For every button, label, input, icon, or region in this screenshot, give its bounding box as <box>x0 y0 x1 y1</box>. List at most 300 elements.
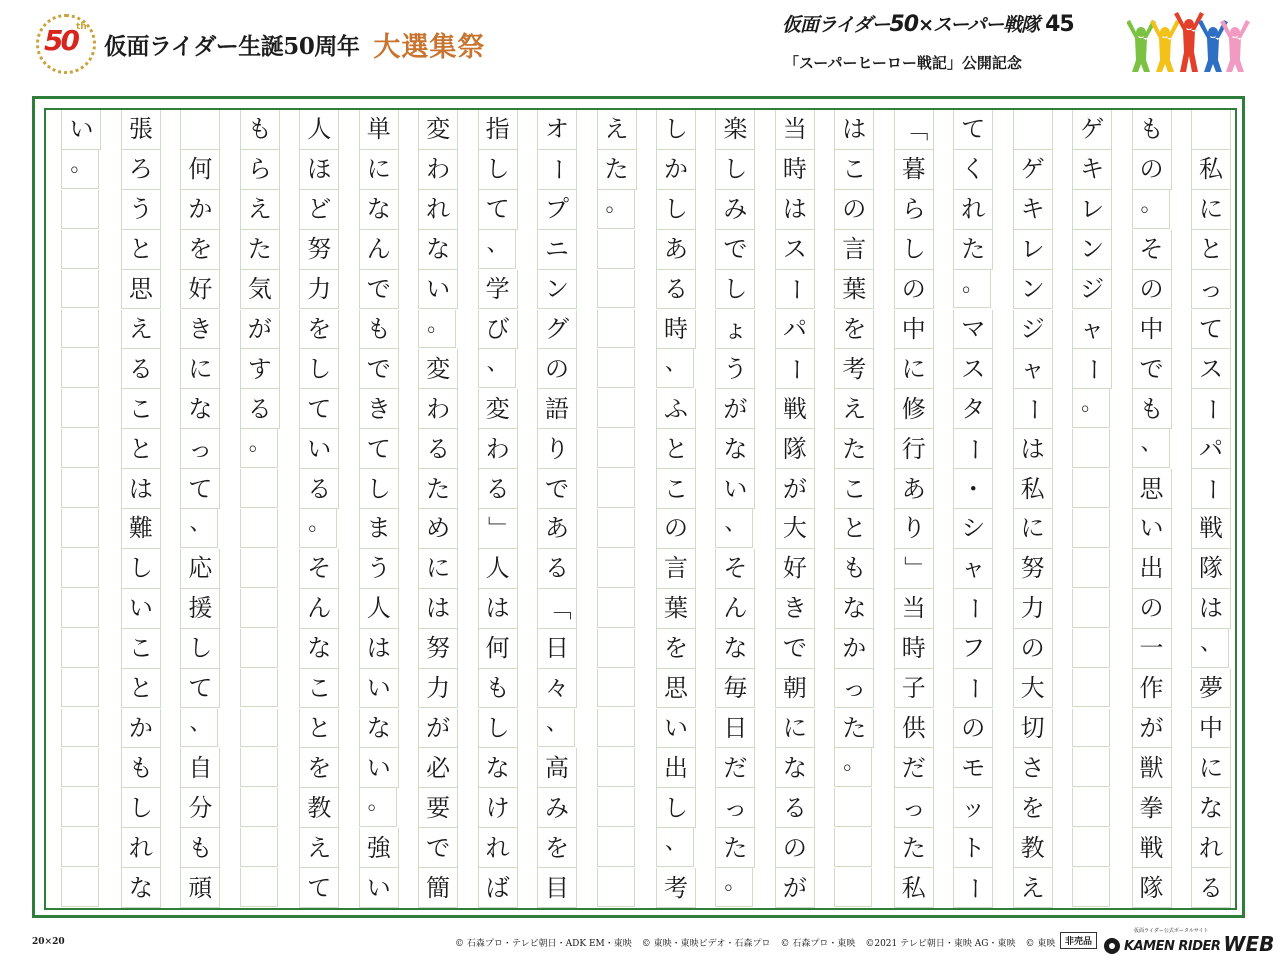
manuscript-cell: い <box>359 669 399 709</box>
manuscript-cell: 。 <box>715 868 753 907</box>
manuscript-cell: の <box>953 709 993 749</box>
manuscript-cell: っ <box>894 788 934 828</box>
manuscript-cell: 語 <box>537 389 577 429</box>
manuscript-cell <box>61 230 99 269</box>
manuscript-cell: ン <box>1072 230 1112 270</box>
manuscript-column <box>834 110 874 908</box>
manuscript-cell: 単 <box>359 110 399 150</box>
manuscript-cell: シ <box>953 509 993 549</box>
manuscript-cell: 切 <box>1013 709 1053 749</box>
manuscript-cell: が <box>775 868 815 908</box>
manuscript-cell: ー <box>953 589 993 629</box>
manuscript-cell: た <box>834 429 874 469</box>
collab-banner <box>782 8 1252 78</box>
manuscript-cell: ン <box>537 270 577 310</box>
manuscript-column <box>537 110 577 908</box>
manuscript-column <box>61 110 101 908</box>
manuscript-cell: と <box>656 429 696 469</box>
manuscript-cell: 楽 <box>715 110 755 150</box>
manuscript-column <box>121 110 161 908</box>
manuscript-cell: ら <box>240 150 280 190</box>
manuscript-cell: 指 <box>478 110 518 150</box>
manuscript-cell: 考 <box>834 349 874 389</box>
copyright-notice: © 石森プロ・東映 <box>780 939 856 949</box>
manuscript-cell: を <box>656 629 696 669</box>
manuscript-column <box>240 110 280 908</box>
manuscript-cell: 力 <box>1013 589 1053 629</box>
manuscript-cell: ス <box>953 349 993 389</box>
manuscript-cell: し <box>180 629 220 669</box>
manuscript-cell: 好 <box>180 270 220 310</box>
manuscript-cell <box>61 788 99 827</box>
manuscript-cell: 朝 <box>775 669 815 709</box>
manuscript-cell: に <box>1191 190 1231 230</box>
manuscript-cell: も <box>240 110 280 150</box>
manuscript-cell: 戦 <box>775 389 815 429</box>
manuscript-cell: し <box>121 549 161 589</box>
manuscript-cell: パ <box>1191 429 1231 469</box>
manuscript-cell: こ <box>299 669 339 709</box>
manuscript-cell: し <box>656 110 696 150</box>
manuscript-column <box>715 110 755 908</box>
manuscript-cell: そ <box>299 549 339 589</box>
manuscript-cell: け <box>478 788 518 828</box>
manuscript-cell: ー <box>953 429 993 469</box>
manuscript-cell: 、 <box>1191 629 1229 668</box>
manuscript-cell: た <box>418 469 458 509</box>
manuscript-cell: で <box>715 230 755 270</box>
manuscript-cell: わ <box>418 389 458 429</box>
manuscript-cell: を <box>1013 788 1053 828</box>
manuscript-cell: か <box>121 709 161 749</box>
manuscript-cell: 力 <box>299 270 339 310</box>
manuscript-cell: フ <box>953 629 993 669</box>
manuscript-cell: て <box>359 429 399 469</box>
manuscript-cell <box>597 788 635 827</box>
manuscript-cell: 暮 <box>894 150 934 190</box>
kamen-rider-web-logo[interactable] <box>1104 928 1274 954</box>
manuscript-cell: 高 <box>537 748 577 788</box>
manuscript-cell: ま <box>359 509 399 549</box>
manuscript-cell: だ <box>894 748 934 788</box>
manuscript-cell <box>834 868 872 907</box>
manuscript-cell: い <box>656 709 696 749</box>
manuscript-cell: て <box>478 190 518 230</box>
manuscript-cell <box>240 709 278 748</box>
manuscript-cell: 、 <box>180 509 218 548</box>
manuscript-cell: 私 <box>1013 469 1053 509</box>
manuscript-cell: み <box>537 788 577 828</box>
manuscript-cell: 変 <box>478 389 518 429</box>
manuscript-cell: 戦 <box>1191 509 1231 549</box>
manuscript-cell: な <box>180 389 220 429</box>
collab-super-sentai: スーパー戦隊 <box>932 14 1040 36</box>
manuscript-cell: 当 <box>775 110 815 150</box>
manuscript-cell <box>597 669 635 708</box>
manuscript-cell: れ <box>953 190 993 230</box>
manuscript-cell <box>240 828 278 867</box>
manuscript-cell: れ <box>418 190 458 230</box>
manuscript-cell <box>61 589 99 628</box>
manuscript-cell: も <box>1132 389 1172 429</box>
manuscript-cell: 、 <box>180 709 218 748</box>
manuscript-cell <box>61 469 99 508</box>
manuscript-cell: 獣 <box>1132 748 1172 788</box>
manuscript-cell: 行 <box>894 429 934 469</box>
manuscript-cell: っ <box>180 429 220 469</box>
manuscript-cell: る <box>478 469 518 509</box>
manuscript-cell: プ <box>537 190 577 230</box>
manuscript-cell <box>240 589 278 628</box>
manuscript-cell: こ <box>834 150 874 190</box>
manuscript-cell: 必 <box>418 748 458 788</box>
manuscript-column <box>418 110 458 908</box>
manuscript-cell: マ <box>953 310 993 350</box>
manuscript-cell <box>597 509 635 548</box>
manuscript-cell: こ <box>121 389 161 429</box>
manuscript-cell: っ <box>715 788 755 828</box>
manuscript-cell: が <box>775 469 815 509</box>
manuscript-cell: 中 <box>894 310 934 350</box>
manuscript-cell: い <box>359 868 399 908</box>
manuscript-cell: る <box>299 469 339 509</box>
manuscript-cell: そ <box>1132 230 1172 270</box>
manuscript-cell: ー <box>1072 349 1112 389</box>
manuscript-cell: ゲ <box>1072 110 1112 150</box>
manuscript-cell: 。 <box>597 190 635 229</box>
manuscript-cell <box>61 828 99 867</box>
manuscript-cell: 供 <box>894 709 934 749</box>
manuscript-cell: 私 <box>1191 150 1231 190</box>
manuscript-cell: は <box>834 110 874 150</box>
manuscript-cell: 頑 <box>180 868 220 908</box>
collab-subtitle: 「スーパーヒーロー戦記」公開記念 <box>784 54 1022 72</box>
manuscript-cell: も <box>121 748 161 788</box>
manuscript-cell: に <box>418 549 458 589</box>
manuscript-cell: が <box>715 389 755 429</box>
manuscript-cell: ー <box>1191 469 1231 509</box>
manuscript-cell: れ <box>1191 828 1231 868</box>
manuscript-cell <box>597 748 635 787</box>
manuscript-cell: み <box>715 190 755 230</box>
manuscript-cell: キ <box>1072 150 1112 190</box>
manuscript-cell: た <box>953 230 993 270</box>
manuscript-cell: え <box>121 310 161 350</box>
manuscript-column <box>894 110 934 908</box>
manuscript-cell: 毎 <box>715 669 755 709</box>
manuscript-column <box>1013 110 1053 908</box>
manuscript-cell: な <box>478 748 518 788</box>
manuscript-cell: 出 <box>656 748 696 788</box>
manuscript-cell: 大 <box>775 509 815 549</box>
manuscript-cell: さ <box>1013 748 1053 788</box>
manuscript-cell: こ <box>121 629 161 669</box>
manuscript-cell: 努 <box>418 629 458 669</box>
manuscript-cell: レ <box>1013 230 1053 270</box>
manuscript-cell: 張 <box>121 110 161 150</box>
manuscript-cell: え <box>1013 868 1053 908</box>
manuscript-cell: る <box>537 549 577 589</box>
manuscript-cell: 人 <box>299 110 339 150</box>
manuscript-cell: ど <box>299 190 339 230</box>
manuscript-cell: 変 <box>418 110 458 150</box>
manuscript-cell: の <box>1132 270 1172 310</box>
manuscript-cell: 」 <box>478 509 518 549</box>
manuscript-cell <box>240 788 278 827</box>
manuscript-cell: ほ <box>299 150 339 190</box>
manuscript-cell: り <box>894 509 934 549</box>
manuscript-cell: て <box>299 868 339 908</box>
manuscript-cell: 応 <box>180 549 220 589</box>
manuscript-cell: 時 <box>775 150 815 190</box>
manuscript-cell <box>1013 110 1053 150</box>
manuscript-cell: ン <box>1013 270 1053 310</box>
manuscript-cell <box>597 629 635 668</box>
manuscript-cell: ゲ <box>1013 150 1053 190</box>
manuscript-cell: た <box>834 709 874 749</box>
manuscript-cell <box>1072 469 1110 508</box>
manuscript-column <box>1072 110 1112 908</box>
manuscript-cell <box>834 788 872 827</box>
manuscript-cell: め <box>418 509 458 549</box>
manuscript-cell <box>61 509 99 548</box>
manuscript-cell: わ <box>478 429 518 469</box>
manuscript-cell <box>834 828 872 867</box>
manuscript-cell: 隊 <box>1132 868 1172 908</box>
manuscript-cell: 時 <box>656 310 696 350</box>
manuscript-cell: で <box>418 828 458 868</box>
manuscript-cell <box>61 389 99 428</box>
manuscript-cell: ー <box>1013 389 1053 429</box>
manuscript-cell: タ <box>953 389 993 429</box>
manuscript-cell: あ <box>656 230 696 270</box>
manuscript-column <box>299 110 339 908</box>
manuscript-cell: 私 <box>894 868 934 908</box>
manuscript-cell: 難 <box>121 509 161 549</box>
manuscript-cell: も <box>359 310 399 350</box>
manuscript-cell: 、 <box>715 509 753 548</box>
manuscript-cell <box>180 110 220 150</box>
manuscript-cell: 」 <box>894 549 934 589</box>
manuscript-cell: な <box>715 629 755 669</box>
manuscript-cell: し <box>656 788 696 828</box>
manuscript-cell: の <box>1013 629 1053 669</box>
manuscript-cell: な <box>299 629 339 669</box>
manuscript-cell: る <box>418 429 458 469</box>
manuscript-cell: れ <box>121 828 161 868</box>
manuscript-cell: 夢 <box>1191 669 1231 709</box>
logo-suffix: th <box>76 22 87 32</box>
manuscript-cell <box>1072 509 1110 548</box>
manuscript-cell: 人 <box>478 549 518 589</box>
manuscript-cell: の <box>1132 150 1172 190</box>
manuscript-cell: う <box>359 549 399 589</box>
manuscript-cell: で <box>1132 349 1172 389</box>
manuscript-cell: 力 <box>418 669 458 709</box>
manuscript-column <box>1132 110 1172 908</box>
manuscript-cell: た <box>240 230 280 270</box>
manuscript-cell: レ <box>1072 190 1112 230</box>
manuscript-cell <box>61 310 99 349</box>
manuscript-cell: し <box>715 150 755 190</box>
manuscript-cell: に <box>894 349 934 389</box>
manuscript-column <box>597 110 637 908</box>
manuscript-cell: 学 <box>478 270 518 310</box>
manuscript-cell: 葉 <box>656 589 696 629</box>
manuscript-cell <box>1072 788 1110 827</box>
manuscript-cell: と <box>121 429 161 469</box>
manuscript-cell: い <box>418 270 458 310</box>
manuscript-cell: が <box>1132 709 1172 749</box>
manuscript-cell: の <box>834 190 874 230</box>
manuscript-cell: 目 <box>537 868 577 908</box>
manuscript-cell: ャ <box>953 549 993 589</box>
manuscript-cell: を <box>180 230 220 270</box>
manuscript-cell: 言 <box>656 549 696 589</box>
manuscript-cell: 当 <box>894 589 934 629</box>
manuscript-cell: 中 <box>1132 310 1172 350</box>
manuscript-cell: 何 <box>180 150 220 190</box>
manuscript-cell: 、 <box>478 230 516 269</box>
manuscript-cell: り <box>537 429 577 469</box>
manuscript-cell: な <box>1191 788 1231 828</box>
manuscript-cell: 一 <box>1132 629 1172 669</box>
manuscript-cell: 日 <box>715 709 755 749</box>
manuscript-cell: ジ <box>1072 270 1112 310</box>
manuscript-cell: ー <box>775 349 815 389</box>
manuscript-cell: し <box>715 270 755 310</box>
manuscript-cell: が <box>240 310 280 350</box>
manuscript-cell <box>240 549 278 588</box>
manuscript-cell: を <box>299 748 339 788</box>
copyright-notice: © 東映 <box>1025 939 1056 949</box>
manuscript-cell: れ <box>478 828 518 868</box>
manuscript-cell: 葉 <box>834 270 874 310</box>
manuscript-cell <box>61 270 99 309</box>
manuscript-cell: 努 <box>299 230 339 270</box>
manuscript-cell: 援 <box>180 589 220 629</box>
manuscript-cell: を <box>537 828 577 868</box>
manuscript-cell: 日 <box>537 629 577 669</box>
manuscript-cell: え <box>240 190 280 230</box>
collab-separator: × <box>918 14 933 36</box>
manuscript-cell: オ <box>537 110 577 150</box>
manuscript-cell: か <box>180 190 220 230</box>
manuscript-cell: で <box>537 469 577 509</box>
manuscript-cell: を <box>299 310 339 350</box>
manuscript-cell: ふ <box>656 389 696 429</box>
manuscript-cell: 隊 <box>1191 549 1231 589</box>
manuscript-cell: が <box>418 709 458 749</box>
manuscript-cell: と <box>299 709 339 749</box>
manuscript-cell: て <box>953 110 993 150</box>
manuscript-cell: な <box>834 589 874 629</box>
header-left <box>36 14 485 74</box>
grid-size-label: 20×20 <box>32 937 65 947</box>
manuscript-cell <box>1072 429 1110 468</box>
brand-web: WEB <box>1223 932 1275 956</box>
manuscript-cell: て <box>180 469 220 509</box>
manuscript-cell: 「 <box>537 589 577 629</box>
manuscript-cell: 教 <box>299 788 339 828</box>
manuscript-cell: る <box>775 788 815 828</box>
manuscript-cell: 要 <box>418 788 458 828</box>
manuscript-cell: ら <box>894 190 934 230</box>
manuscript-cell: 。 <box>418 310 456 349</box>
manuscript-cell: し <box>478 709 518 749</box>
manuscript-cell: 簡 <box>418 868 458 908</box>
manuscript-cell <box>61 549 99 588</box>
manuscript-cell: 教 <box>1013 828 1053 868</box>
manuscript-cell: え <box>299 828 339 868</box>
manuscript-cell: ス <box>1191 349 1231 389</box>
manuscript-cell <box>240 748 278 787</box>
rider-wheel-icon <box>1104 938 1120 954</box>
manuscript-cell: も <box>1132 110 1172 150</box>
manuscript-cell <box>61 429 99 468</box>
manuscript-cell: 。 <box>1132 190 1170 229</box>
manuscript-cell: ・ <box>953 469 993 509</box>
manuscript-cell: と <box>834 509 874 549</box>
manuscript-cell: 作 <box>1132 669 1172 709</box>
manuscript-cell <box>597 589 635 628</box>
manuscript-cell <box>240 629 278 668</box>
manuscript-cell: ろ <box>121 150 161 190</box>
manuscript-cell: っ <box>1191 270 1231 310</box>
manuscript-cell: 「 <box>894 110 934 150</box>
manuscript-cell: 戦 <box>1132 828 1172 868</box>
manuscript-column <box>478 110 518 908</box>
manuscript-cell <box>1072 868 1110 907</box>
heroes-silhouette-icon <box>1127 10 1252 76</box>
manuscript-cell: て <box>1191 310 1231 350</box>
manuscript-cell: 拳 <box>1132 788 1172 828</box>
manuscript-cell: ー <box>537 150 577 190</box>
manuscript-cell <box>597 828 635 867</box>
manuscript-cell: た <box>715 828 755 868</box>
not-for-sale-badge: 非売品 <box>1060 932 1097 949</box>
manuscript-cell <box>597 389 635 428</box>
page-title-accent: 大選集祭 <box>373 31 486 63</box>
manuscript-cell: 強 <box>359 828 399 868</box>
manuscript-cell: 修 <box>894 389 934 429</box>
manuscript-cell: 努 <box>1013 549 1053 589</box>
manuscript-cell: ば <box>478 868 518 908</box>
manuscript-cell: 好 <box>775 549 815 589</box>
manuscript-cell: し <box>656 190 696 230</box>
manuscript-cell <box>240 669 278 708</box>
manuscript-cell: え <box>597 110 637 150</box>
copyright-notice: © 石森プロ・テレビ朝日・ADK EM・東映 <box>455 939 632 949</box>
manuscript-cell: に <box>1191 748 1231 788</box>
copyright-notice: ©2021 テレビ朝日・東映 AG・東映 <box>865 939 1016 949</box>
manuscript-cell: 。 <box>61 150 99 189</box>
manuscript-cell: い <box>359 748 399 788</box>
manuscript-cell: も <box>180 828 220 868</box>
manuscript-cell: の <box>537 349 577 389</box>
manuscript-cell <box>1191 110 1231 150</box>
manuscript-cell <box>1072 828 1110 867</box>
manuscript-cell: あ <box>537 509 577 549</box>
manuscript-cell: 。 <box>1072 389 1110 428</box>
manuscript-cell: っ <box>834 669 874 709</box>
manuscript-cell <box>1072 709 1110 748</box>
manuscript-cell <box>240 469 278 508</box>
manuscript-cell: モ <box>953 748 993 788</box>
manuscript-cell <box>61 629 99 668</box>
manuscript-cell: は <box>1013 429 1053 469</box>
manuscript-cell: と <box>121 230 161 270</box>
